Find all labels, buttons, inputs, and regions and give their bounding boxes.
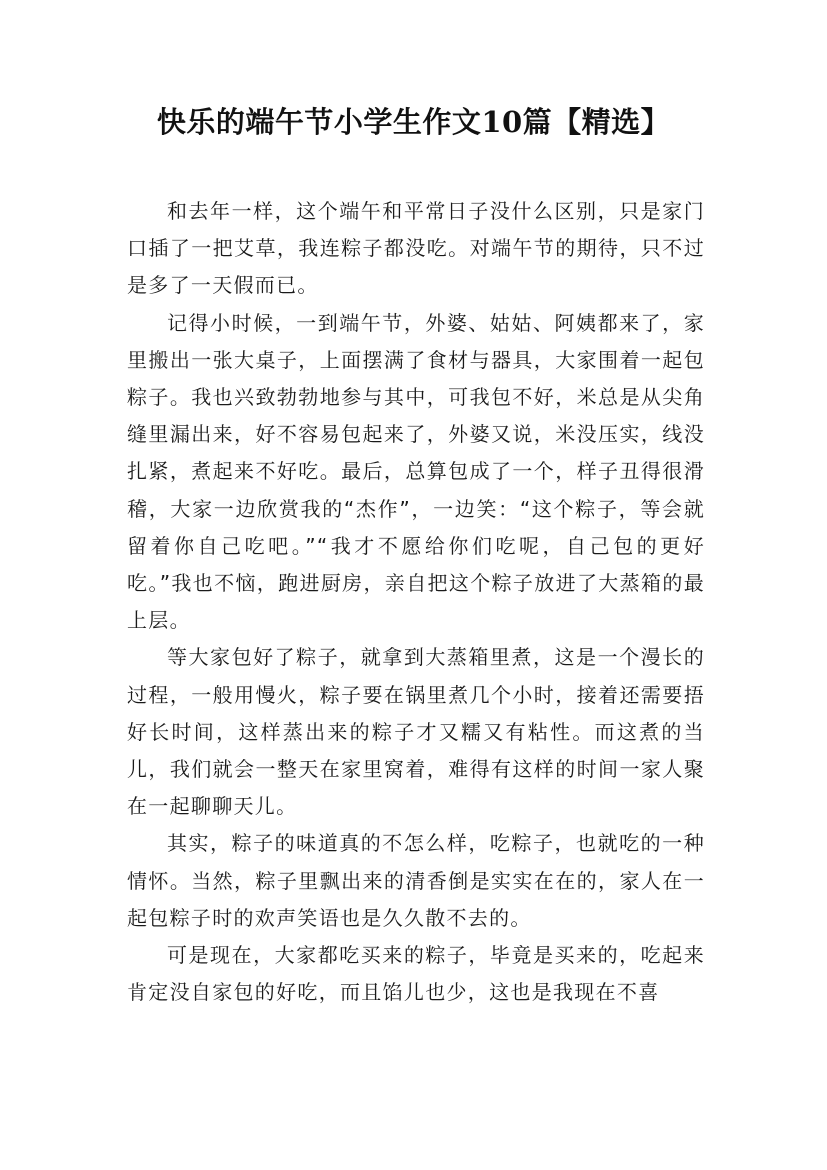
paragraph: 记得小时候，一到端午节，外婆、姑姑、阿姨都来了，家里搬出一张大桌子，上面摆满了食材与器具，大家围着一起包粽子。我也兴致勃勃地参与其中，可我包不好，米总是从尖角缝里漏出来，好不容易包起来了，外婆又说，米没压实，线没扎紧，煮起来不好吃。最后，总算包成了一个，样子丑得很滑稽，大家一边欣赏我的“杰作”，一边笑：“这个粽子，等会就留着你自己吃吧。”“我才不愿给你们吃呢，自己包的更好吃。”我也不恼，跑进厨房，亲自把这个粽子放进了大蒸箱的最上层。 bbox=[127, 310, 705, 633]
paragraph: 和去年一样，这个端午和平常日子没什么区别，只是家门口插了一把艾草，我连粽子都没吃。对端午节的期待，只不过是多了一天假而已。 bbox=[127, 199, 705, 298]
paragraph: 可是现在，大家都吃买来的粽子，毕竟是买来的，吃起来肯定没自家包的好吃，而且馅儿也少，这也是我现在不喜 bbox=[127, 943, 705, 1005]
document-title: 快乐的端午节小学生作文10篇【精选】 bbox=[156, 105, 671, 139]
document-body bbox=[127, 193, 705, 1011]
paragraph: 其实，粽子的味道真的不怎么样，吃粽子，也就吃的一种情怀。当然，粽子里飘出来的清香倒是实实在在的，家人在一起包粽子时的欢声笑语也是久久散不去的。 bbox=[127, 831, 705, 930]
paragraph: 等大家包好了粽子，就拿到大蒸箱里煮，这是一个漫长的过程，一般用慢火，粽子要在锅里煮几个小时，接着还需要捂好长时间，这样蒸出来的粽子才又糯又有粘性。而这煮的当儿，我们就会一整天在家里窝着，难得有这样的时间一家人聚在一起聊聊天儿。 bbox=[127, 645, 705, 819]
